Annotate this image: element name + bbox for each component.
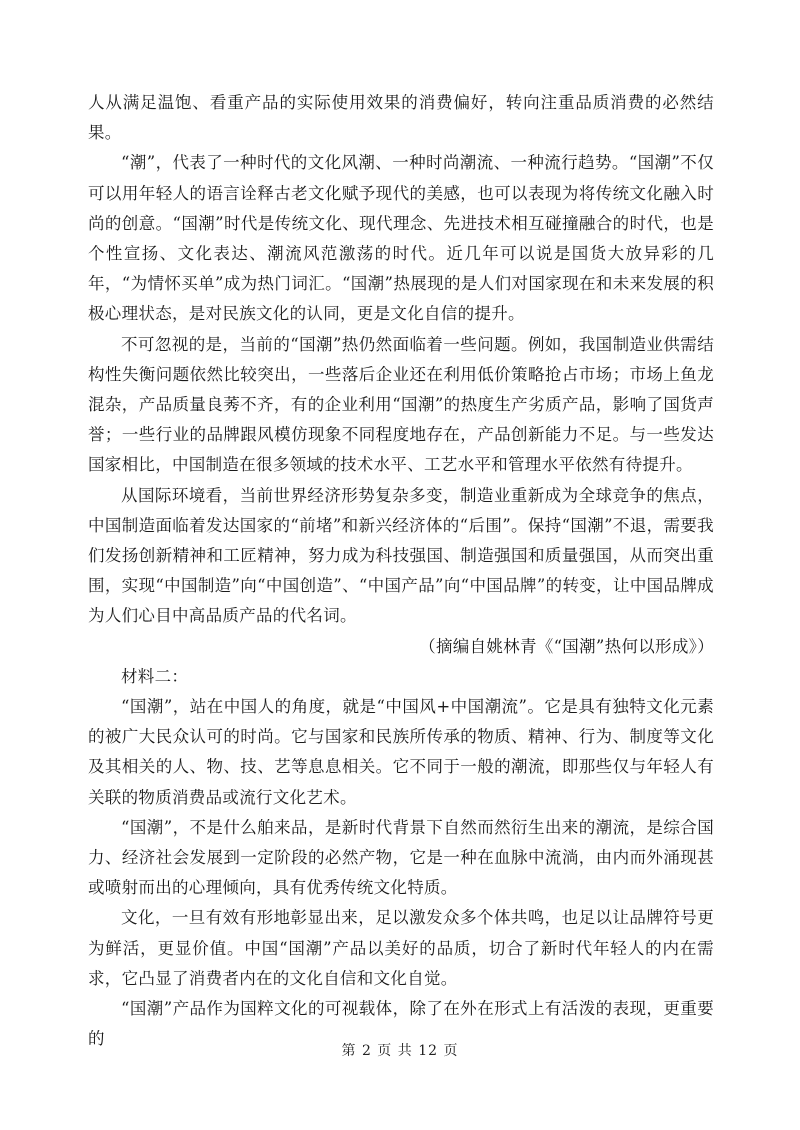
paragraph-culture: 文化，一旦有效有形地彰显出来，足以激发众多个体共鸣，也足以让品牌符号更为鲜活，更显价值。中国“国潮”产品以美好的品质，切合了新时代年轻人的内在需求，它凸显了消费者内在的文化自信和文化自觉。: [88, 908, 714, 988]
paragraph-continuation: 人从满足温饱、看重产品的实际使用效果的消费偏好，转向注重品质消费的必然结果。: [88, 93, 714, 143]
material-two-label: 材料二：: [121, 666, 189, 686]
body-text: [88, 88, 714, 1055]
paragraph-problems: 不可忽视的是，当前的“国潮”热仍然面临着一些问题。例如，我国制造业供需结构性失衡问题依然比较突出，一些落后企业还在利用低价策略抢占市场；市场上鱼龙混杂，产品质量良莠不齐，有的企业利用“国潮”的热度生产劣质产品，影响了国货声誉；一些行业的品牌跟风模仿现象不同程度地存在，产品创新能力不足。与一些发达国家相比，中国制造在很多领域的技术水平、工艺水平和管理水平依然有待提升。: [88, 334, 714, 475]
page-number-footer: 第 2 页 共 12 页: [341, 1043, 459, 1059]
paragraph-guochao-not-imported: “国潮”，不是什么舶来品，是新时代背景下自然而然衍生出来的潮流，是综合国力、经济社会发展到一定阶段的必然产物，它是一种在血脉中流淌，由内而外涌现甚或喷射而出的心理倾向，具有优秀传统文化特质。: [88, 817, 714, 898]
paragraph-guochao-products: “国潮”产品作为国粹文化的可视载体，除了在外在形式上有活泼的表现，更重要的: [88, 999, 714, 1049]
paragraph-chao-definition: “潮”，代表了一种时代的文化风潮、一种时尚潮流、一种流行趋势。“国潮”不仅可以用年轻人的语言诠释古老文化赋予现代的美感，也可以表现为将传统文化融入时尚的创意。“国潮”时代是传统文化、现代理念、先进技术相互碰撞融合的时代，也是个性宣扬、文化表达、潮流风范激荡的时代。近几年可以说是国货大放异彩的几年，“为情怀买单”成为热门词汇。“国潮”热展现的是人们对国家现在和未来发展的积极心理状态，是对民族文化的认同，更是文化自信的提升。: [88, 153, 714, 324]
source-citation: （摘编自姚林青《“国潮”热何以形成》）: [419, 636, 714, 656]
paragraph-international: 从国际环境看，当前世界经济形势复杂多变，制造业重新成为全球竞争的焦点，中国制造面临着发达国家的“前堵”和新兴经济体的“后围”。保持“国潮”不退，需要我们发扬创新精神和工匠精神，努力成为科技强国、制造强国和质量强国，从而突出重围，实现“中国制造”向“中国创造”、“中国产品”向“中国品牌”的转变，让中国品牌成为人们心目中高品质产品的代名词。: [88, 485, 714, 626]
paragraph-guochao-perspective: “国潮”，站在中国人的角度，就是“中国风+中国潮流”。它是具有独特文化元素的被广大民众认可的时尚。它与国家和民族所传承的物质、精神、行为、制度等文化及其相关的人、物、技、艺等息息相关。它不同于一般的潮流，即那些仅与年轻人有关联的物质消费品或流行文化艺术。: [88, 697, 714, 807]
